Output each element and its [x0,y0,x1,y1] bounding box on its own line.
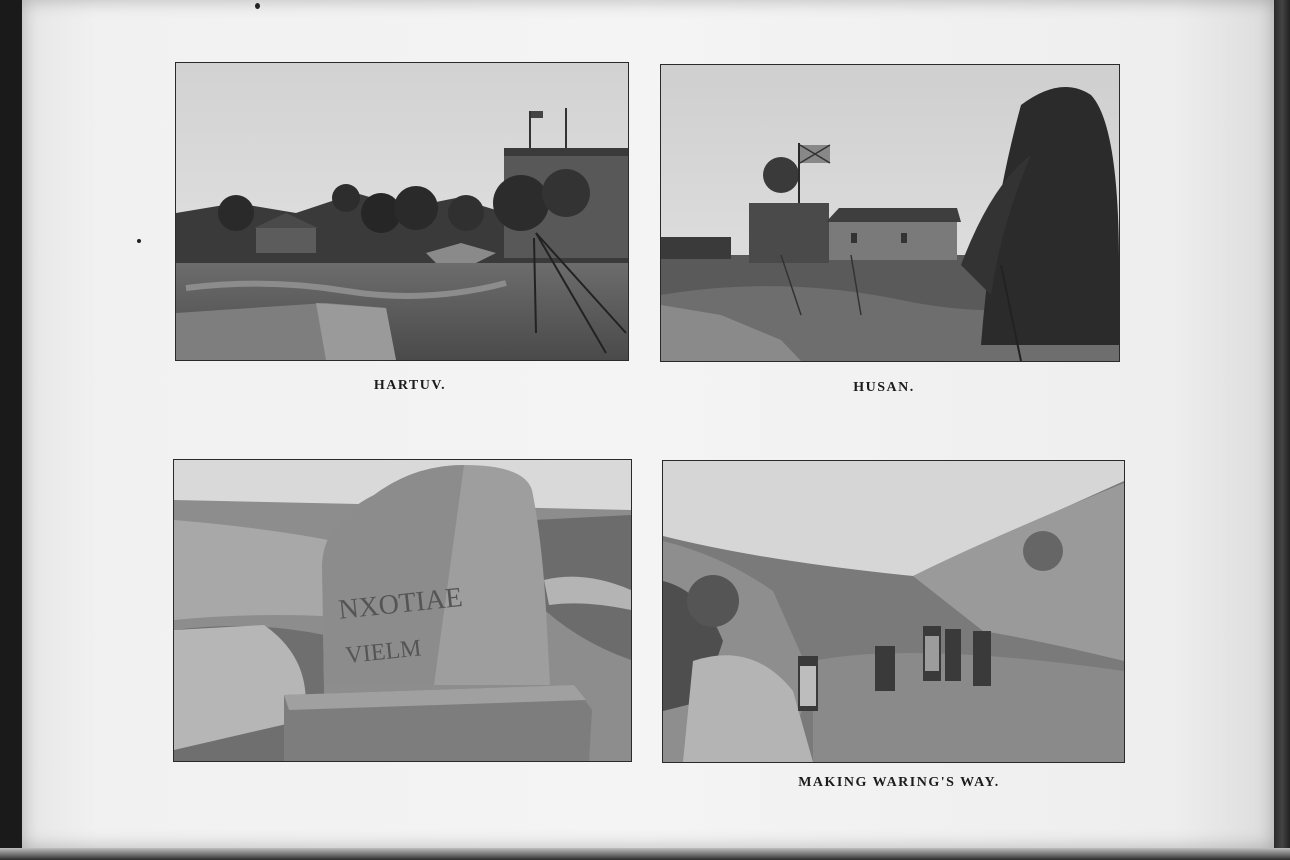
caption-making-warings-way: MAKING WARING'S WAY. [798,775,1000,790]
page-bottom-edge [0,848,1290,860]
ink-speck [137,239,141,243]
ink-speck [255,3,260,9]
photo-milestone [173,459,632,762]
book-spine-edge [1274,0,1290,860]
photo-making-warings-way [662,460,1125,763]
photo-hartuv [175,62,629,361]
caption-hartuv: HARTUV. [373,378,447,393]
svg-text:NXOTIAE: NXOTIAE [336,582,464,626]
photo-husan [660,64,1120,362]
svg-text:VIELM: VIELM [344,635,423,670]
caption-husan: HUSAN. [853,380,915,395]
